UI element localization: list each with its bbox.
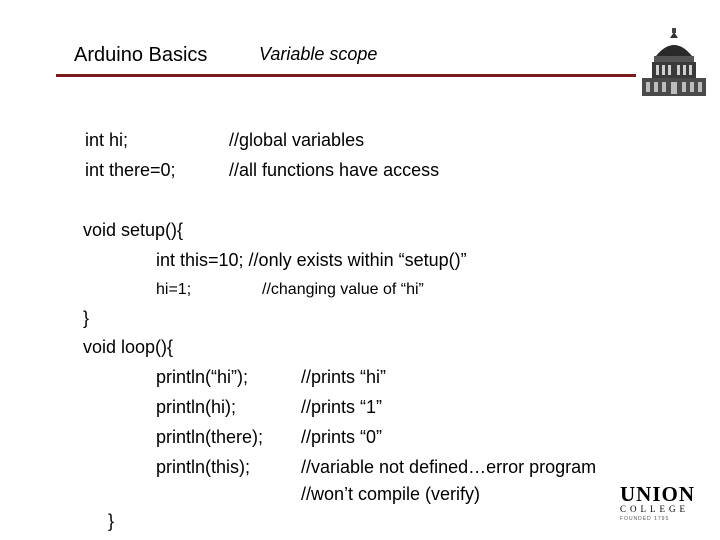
loop-line-comment: //variable not defined…error program xyxy=(301,457,597,477)
global-declaration-there: int there=0; xyxy=(85,160,176,180)
loop-line-comment: //prints “0” xyxy=(301,427,383,447)
loop-line-comment: //prints “1” xyxy=(301,397,383,417)
loop-close: } xyxy=(108,511,115,531)
union-college-logo xyxy=(620,482,696,522)
loop-line-code: println(“hi”); xyxy=(156,367,249,387)
logo-founded: FOUNDED 1795 xyxy=(620,516,670,522)
setup-line-2-comment: //changing value of “hi” xyxy=(262,281,424,298)
global-comment-2: //all functions have access xyxy=(229,160,440,180)
logo-name: UNION xyxy=(620,482,696,506)
loop-line-code: println(hi); xyxy=(156,397,237,417)
loop-line-comment: //prints “hi” xyxy=(301,367,387,387)
loop-open: void loop(){ xyxy=(83,337,174,357)
setup-line-2-code: hi=1; xyxy=(156,281,192,298)
global-declaration-hi: int hi; xyxy=(85,130,129,150)
loop-comment-continued: //won’t compile (verify) xyxy=(301,484,481,504)
loop-line-code: println(this); xyxy=(156,457,251,477)
slide-subtitle: Variable scope xyxy=(259,44,378,64)
setup-line-1: int this=10; //only exists within “setup()” xyxy=(156,250,467,270)
title-rule xyxy=(56,74,636,77)
college-building-icon xyxy=(638,26,710,98)
setup-open: void setup(){ xyxy=(83,220,184,240)
slide-title: Arduino Basics xyxy=(74,44,208,66)
setup-close: } xyxy=(83,308,90,328)
global-comment-1: //global variables xyxy=(229,130,365,150)
loop-line-code: println(there); xyxy=(156,427,264,447)
logo-sub: COLLEGE xyxy=(620,504,689,514)
